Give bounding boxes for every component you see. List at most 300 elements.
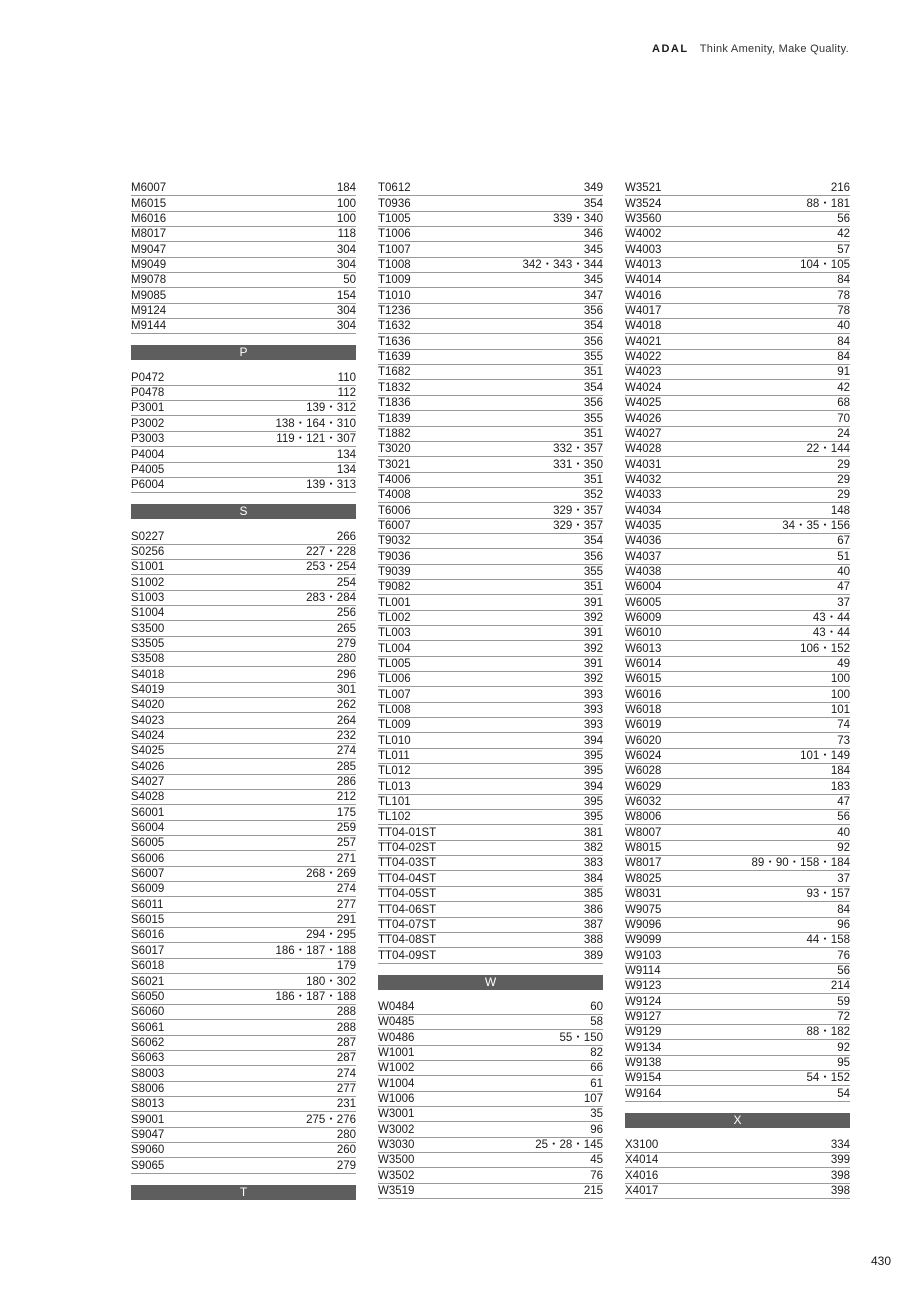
index-row <box>378 519 603 534</box>
index-row <box>378 1122 603 1137</box>
page-reference: 60 <box>590 1000 603 1013</box>
page-reference: 394 <box>583 734 603 747</box>
page-reference: 351 <box>583 427 603 440</box>
product-code: W8015 <box>625 842 662 855</box>
page-reference: 84 <box>837 274 850 287</box>
index-row <box>131 759 356 774</box>
page-reference: 287 <box>336 1036 356 1049</box>
product-code: S1004 <box>131 607 165 620</box>
index-row <box>378 411 603 426</box>
page-reference: 56 <box>837 213 850 226</box>
product-code: W6028 <box>625 765 662 778</box>
page-reference: 47 <box>837 581 850 594</box>
page-reference: 88・181 <box>806 197 850 210</box>
product-code: S1002 <box>131 576 165 589</box>
page-reference: 393 <box>583 704 603 717</box>
index-row <box>378 718 603 733</box>
index-row <box>625 933 850 948</box>
product-code: W9154 <box>625 1072 662 1085</box>
page-reference: 391 <box>583 627 603 640</box>
page-reference: 54・152 <box>806 1072 850 1085</box>
index-row <box>625 534 850 549</box>
product-code: W4037 <box>625 550 662 563</box>
index-row <box>131 212 356 227</box>
page-reference: 398 <box>830 1185 850 1197</box>
index-row <box>378 1153 603 1168</box>
product-code: X3100 <box>625 1138 659 1151</box>
page-reference: 274 <box>336 883 356 896</box>
product-code: W8007 <box>625 826 662 839</box>
index-row <box>625 779 850 794</box>
index-row <box>625 273 850 288</box>
product-code: W4017 <box>625 305 662 318</box>
product-code: TT04-04ST <box>378 872 437 885</box>
page-reference: 66 <box>590 1062 603 1075</box>
product-code: T1682 <box>378 366 411 379</box>
index-row <box>131 836 356 851</box>
product-code: T6007 <box>378 519 411 532</box>
product-code: S6018 <box>131 960 165 973</box>
product-code: TT04-03ST <box>378 857 437 870</box>
index-row <box>131 1158 356 1173</box>
page-reference: 257 <box>336 837 356 850</box>
page-reference: 288 <box>336 1021 356 1034</box>
index-row <box>131 1082 356 1097</box>
page-reference: 386 <box>583 903 603 916</box>
product-code: TL003 <box>378 627 411 640</box>
page-reference: 342・343・344 <box>522 259 603 272</box>
index-row <box>131 606 356 621</box>
page-reference: 262 <box>336 699 356 712</box>
index-row <box>131 591 356 606</box>
page-reference: 232 <box>336 730 356 742</box>
index-row <box>378 427 603 442</box>
index-row <box>378 503 603 518</box>
page-reference: 24 <box>837 427 850 440</box>
page-reference: 256 <box>336 607 356 620</box>
index-row <box>625 1153 850 1168</box>
section-header: T <box>131 1185 356 1200</box>
page-reference: 47 <box>837 796 850 809</box>
page-reference: 107 <box>583 1092 603 1105</box>
product-code: W4018 <box>625 320 662 333</box>
product-code: W3001 <box>378 1108 415 1121</box>
product-code: TL004 <box>378 642 411 655</box>
product-code: T1010 <box>378 289 411 302</box>
page-reference: 138・164・310 <box>275 417 356 430</box>
index-row <box>625 242 850 257</box>
product-code: S6050 <box>131 990 165 1003</box>
page-reference: 184 <box>336 182 356 195</box>
index-row <box>625 1025 850 1040</box>
index-row <box>131 575 356 590</box>
page-reference: 212 <box>336 791 356 804</box>
product-code: TL011 <box>378 750 410 763</box>
product-code: S0256 <box>131 545 165 558</box>
page-reference: 277 <box>336 1082 356 1095</box>
product-code: T1006 <box>378 228 411 241</box>
index-row <box>131 227 356 242</box>
page-reference: 356 <box>583 397 603 410</box>
product-code: W1001 <box>378 1046 415 1059</box>
index-row <box>378 1168 603 1183</box>
index-row <box>131 196 356 211</box>
index-row <box>378 887 603 902</box>
index-row <box>625 519 850 534</box>
page-reference: 395 <box>583 765 603 778</box>
page-reference: 100 <box>830 688 850 701</box>
page-reference: 277 <box>336 898 356 911</box>
page-reference: 356 <box>583 335 603 348</box>
index-row <box>625 611 850 626</box>
brand-tagline: Think Amenity, Make Quality. <box>699 43 849 55</box>
index-row <box>625 411 850 426</box>
page-reference: 354 <box>583 197 603 210</box>
index-row <box>378 334 603 349</box>
index-row <box>625 902 850 917</box>
product-code: W4003 <box>625 243 662 256</box>
index-row <box>378 933 603 948</box>
page-reference: 287 <box>336 1052 356 1065</box>
index-row <box>378 565 603 580</box>
product-code: W6004 <box>625 581 662 594</box>
product-code: W8025 <box>625 872 662 885</box>
product-code: T4006 <box>378 473 411 486</box>
index-row <box>131 974 356 989</box>
page-reference: 42 <box>837 228 850 241</box>
page-reference: 304 <box>336 259 356 272</box>
index-row <box>625 825 850 840</box>
index-row <box>131 805 356 820</box>
product-code: TT04-02ST <box>378 842 437 855</box>
index-row <box>378 304 603 319</box>
product-code: W3524 <box>625 197 662 210</box>
index-row <box>625 1086 850 1101</box>
page-reference: 183 <box>830 780 850 793</box>
index-row <box>131 478 356 493</box>
page-reference: 91 <box>837 366 850 379</box>
index-row <box>625 212 850 227</box>
page-reference: 84 <box>837 335 850 348</box>
product-code: W4002 <box>625 228 662 241</box>
page-reference: 57 <box>837 243 850 256</box>
page-reference: 260 <box>336 1144 356 1157</box>
product-code: W4014 <box>625 274 662 287</box>
index-row <box>378 534 603 549</box>
product-code: W4021 <box>625 335 662 348</box>
page-reference: 44・158 <box>806 934 850 947</box>
page-reference: 82 <box>590 1046 603 1059</box>
index-row <box>625 841 850 856</box>
product-code: W3500 <box>378 1154 415 1167</box>
product-code: W4025 <box>625 397 662 410</box>
product-code: S4025 <box>131 745 165 758</box>
page-reference: 280 <box>336 653 356 666</box>
page-reference: 274 <box>336 745 356 758</box>
index-row <box>625 580 850 595</box>
section-header: P <box>131 345 356 360</box>
index-row <box>131 698 356 713</box>
product-code: W4031 <box>625 458 662 471</box>
index-row <box>131 370 356 385</box>
page-reference: 391 <box>583 596 603 609</box>
page-reference: 42 <box>837 381 850 394</box>
product-code: M9049 <box>131 259 167 272</box>
index-row <box>378 902 603 917</box>
index-row <box>625 626 850 641</box>
page-reference: 398 <box>830 1169 850 1182</box>
product-code: W4038 <box>625 565 662 578</box>
page-reference: 175 <box>336 806 356 819</box>
product-code: S6063 <box>131 1052 165 1065</box>
page-reference: 100 <box>830 673 850 686</box>
index-row <box>131 729 356 744</box>
product-code: M8017 <box>131 228 167 241</box>
page-reference: 253・254 <box>306 561 356 574</box>
product-code: W6005 <box>625 596 662 609</box>
index-row <box>378 795 603 810</box>
index-row <box>131 1005 356 1020</box>
index-row <box>378 350 603 365</box>
product-code: W3521 <box>625 182 662 195</box>
page-reference: 259 <box>336 822 356 835</box>
page-reference: 74 <box>837 719 850 732</box>
product-code: T1639 <box>378 351 411 364</box>
page-reference: 51 <box>837 550 850 563</box>
index-row <box>131 867 356 882</box>
page-reference: 339・340 <box>553 213 603 226</box>
product-code: W0486 <box>378 1031 415 1044</box>
page-reference: 388 <box>583 934 603 947</box>
index-row <box>131 621 356 636</box>
product-code: TL101 <box>378 796 411 809</box>
page-reference: 134 <box>336 448 356 461</box>
index-row <box>625 181 850 196</box>
index-row <box>625 994 850 1009</box>
page-reference: 100 <box>336 197 356 210</box>
page-reference: 392 <box>583 642 603 655</box>
product-code: W1006 <box>378 1092 415 1105</box>
index-row <box>378 1061 603 1076</box>
page-reference: 148 <box>830 504 850 517</box>
index-row <box>625 288 850 303</box>
product-code: W3030 <box>378 1138 415 1151</box>
index-row <box>131 775 356 790</box>
product-code: TL008 <box>378 704 411 717</box>
product-code: W3502 <box>378 1169 415 1182</box>
product-code: T1632 <box>378 320 411 333</box>
product-code: W6032 <box>625 796 662 809</box>
product-code: W0484 <box>378 1000 415 1013</box>
page-reference: 89・90・158・184 <box>751 857 850 870</box>
index-row <box>625 1056 850 1071</box>
page-reference: 383 <box>583 857 603 870</box>
page-reference: 88・182 <box>806 1026 850 1039</box>
page-reference: 279 <box>336 637 356 650</box>
index-row <box>625 595 850 610</box>
product-code: P3003 <box>131 433 165 446</box>
product-code: W9075 <box>625 903 662 916</box>
page-reference: 84 <box>837 903 850 916</box>
product-code: W3002 <box>378 1123 415 1136</box>
product-code: S4019 <box>131 683 165 696</box>
index-row <box>378 871 603 886</box>
product-code: S8006 <box>131 1082 165 1095</box>
page-reference: 351 <box>583 366 603 379</box>
page-reference: 329・357 <box>553 504 603 517</box>
index-row <box>131 242 356 257</box>
page-reference: 118 <box>337 228 356 241</box>
page-reference: 347 <box>583 289 603 302</box>
brand-name: ADAL <box>652 43 689 55</box>
product-code: TT04-01ST <box>378 826 437 839</box>
page-reference: 216 <box>830 182 850 195</box>
index-row <box>625 749 850 764</box>
product-code: M9085 <box>131 289 167 302</box>
page-header <box>652 43 849 55</box>
index-row <box>378 825 603 840</box>
product-code: T1236 <box>378 305 411 318</box>
page-reference: 45 <box>590 1154 603 1167</box>
index-row <box>131 744 356 759</box>
product-code: W4033 <box>625 489 662 502</box>
product-code: W8006 <box>625 811 662 824</box>
page-reference: 354 <box>583 320 603 333</box>
product-code: M9144 <box>131 320 167 333</box>
index-row <box>625 810 850 825</box>
product-code: W4022 <box>625 351 662 364</box>
page-reference: 73 <box>837 734 850 747</box>
product-code: T1882 <box>378 427 411 440</box>
page-reference: 72 <box>837 1010 850 1023</box>
product-code: S6021 <box>131 975 165 988</box>
index-row <box>131 401 356 416</box>
index-row <box>625 442 850 457</box>
page-reference: 29 <box>837 458 850 471</box>
product-code: W9127 <box>625 1010 662 1023</box>
product-code: S8003 <box>131 1067 165 1080</box>
page-reference: 22・144 <box>806 443 850 456</box>
page-reference: 101・149 <box>800 750 850 763</box>
product-code: W8017 <box>625 857 662 870</box>
page-reference: 68 <box>837 397 850 410</box>
index-row <box>378 1107 603 1122</box>
product-code: W6014 <box>625 658 662 670</box>
section-header: S <box>131 504 356 519</box>
index-row <box>378 227 603 242</box>
page-reference: 29 <box>837 489 850 502</box>
product-code: S6061 <box>131 1021 165 1034</box>
index-row <box>131 683 356 698</box>
index-row <box>625 856 850 871</box>
index-row <box>378 212 603 227</box>
index-row <box>131 790 356 805</box>
page-reference: 37 <box>837 596 850 609</box>
product-code: X4014 <box>625 1154 659 1167</box>
section-header: W <box>378 975 603 990</box>
index-row <box>378 549 603 564</box>
product-code: S6001 <box>131 806 165 819</box>
product-code: TL007 <box>378 688 411 701</box>
page-reference: 58 <box>590 1016 603 1029</box>
page-reference: 184 <box>830 765 850 778</box>
page-reference: 354 <box>583 381 603 394</box>
page-reference: 265 <box>336 622 356 635</box>
index-row <box>625 979 850 994</box>
product-code: S6005 <box>131 837 165 850</box>
page-reference: 399 <box>830 1154 850 1167</box>
index-row <box>378 442 603 457</box>
product-code: M6007 <box>131 182 167 195</box>
page-reference: 355 <box>583 565 603 578</box>
page-reference: 92 <box>837 1041 850 1054</box>
index-row <box>131 943 356 958</box>
index-row <box>131 1112 356 1127</box>
product-code: W1004 <box>378 1077 415 1090</box>
product-code: S6009 <box>131 883 165 896</box>
index-row <box>131 258 356 273</box>
index-row <box>131 913 356 928</box>
index-row <box>131 667 356 682</box>
product-code: TL013 <box>378 780 411 793</box>
page-reference: 271 <box>336 852 356 865</box>
product-code: S4028 <box>131 791 165 804</box>
page-reference: 34・35・156 <box>782 519 850 532</box>
page-reference: 274 <box>336 1067 356 1080</box>
product-code: S6006 <box>131 852 165 865</box>
page-reference: 154 <box>336 289 356 302</box>
product-code: X4016 <box>625 1169 659 1182</box>
page-reference: 76 <box>590 1169 603 1182</box>
index-row <box>625 764 850 779</box>
product-code: W6010 <box>625 627 662 640</box>
page-reference: 179 <box>336 960 356 973</box>
product-code: T9036 <box>378 550 411 563</box>
product-code: W4026 <box>625 412 662 425</box>
page-reference: 393 <box>583 688 603 701</box>
page-reference: 43・44 <box>812 627 850 640</box>
page-reference: 394 <box>583 780 603 793</box>
page-reference: 40 <box>837 826 850 839</box>
product-code: S9001 <box>131 1113 165 1126</box>
product-code: S6011 <box>131 898 164 911</box>
index-row <box>131 1066 356 1081</box>
index-row <box>131 1128 356 1143</box>
index-row <box>625 396 850 411</box>
index-row <box>625 1138 850 1153</box>
page-reference: 186・187・188 <box>275 944 356 957</box>
page-reference: 35 <box>590 1108 603 1121</box>
index-row <box>625 196 850 211</box>
index-row <box>625 657 850 672</box>
index-row <box>378 611 603 626</box>
product-code: T1839 <box>378 412 411 425</box>
page-reference: 78 <box>837 305 850 318</box>
product-code: TT04-09ST <box>378 949 437 962</box>
page-reference: 100 <box>336 213 356 226</box>
page-reference: 214 <box>830 980 850 993</box>
page-reference: 56 <box>837 964 850 977</box>
index-row <box>131 273 356 288</box>
product-code: T9039 <box>378 565 411 578</box>
index-row <box>625 1040 850 1055</box>
index-row <box>378 288 603 303</box>
index-row <box>625 227 850 242</box>
page-reference: 288 <box>336 1006 356 1019</box>
index-row <box>378 1015 603 1030</box>
index-row <box>625 319 850 334</box>
index-row <box>625 918 850 933</box>
